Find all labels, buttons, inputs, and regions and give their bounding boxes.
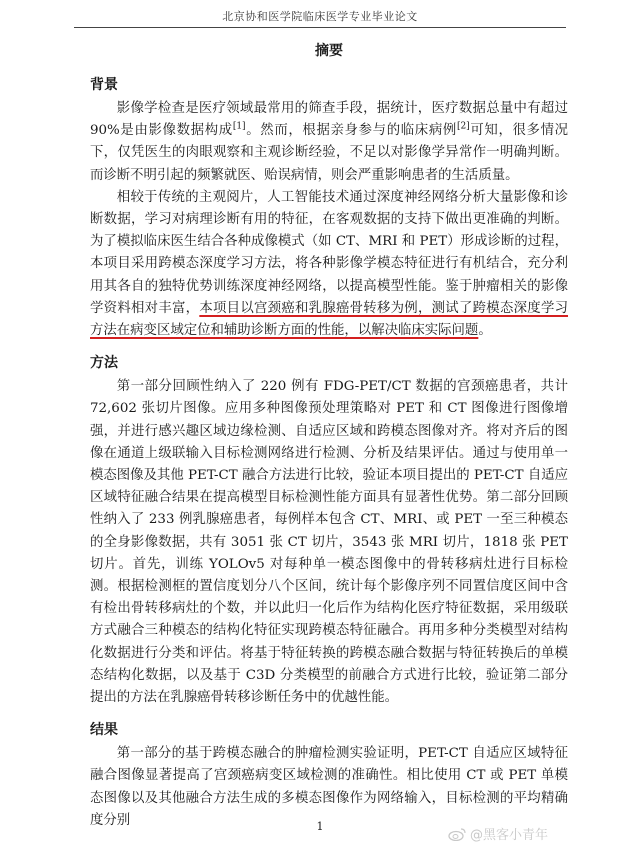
citation-ref-1[interactable]: [1] [232, 121, 246, 132]
background-heading: 背景 [90, 77, 118, 93]
results-heading: 结果 [90, 722, 118, 739]
background-p2-text: 相较于传统的主观阅片，人工智能技术通过深度神经网络分析大量影像和诊断数据，学习对病理诊断有用的特征，在客观数据的支持下做出更准确的判断。为了模拟临床医生结合各种成像模式（如 CT、MRI 和 PET）形成诊断的过程，本项目采用跨模态深度学习方法，将各种影像学模态特征进行有机结合，充分利用其各自的独特优势训练深度神经网络，以提高模型性能。鉴于肿瘤相关的影像学资料相对丰富， [90, 189, 568, 316]
page-number: 1 [316, 820, 324, 833]
header-divider [74, 27, 566, 28]
background-paragraph-1 [90, 98, 568, 187]
background-p2-end: 。 [478, 323, 492, 339]
citation-ref-2[interactable]: [2] [456, 121, 470, 132]
page-content [90, 40, 568, 832]
running-header: 北京协和医学院临床医学专业毕业论文 [222, 10, 418, 23]
results-paragraph: 第一部分的基于跨模态融合的肿瘤检测实验证明，PET-CT 自适应区域特征融合图像显著提高了宫颈癌病变区域检测的准确性。相比使用 CT 或 PET 单模态图像以及其他融合方法生成的多模态图像作为网络输入，目标检测的平均精确度分别 [90, 746, 568, 828]
abstract-title: 摘要 [315, 43, 343, 59]
background-p1-text-b: 。然而，根据亲身参与的临床病例 [245, 123, 457, 139]
background-paragraph-2 [90, 187, 568, 342]
watermark [448, 824, 548, 843]
background-p1-text-a: 影像学检查是医疗领域最常用的筛查手段，据统计，医疗数据总量中有超过90%是由影像数据构成 [90, 101, 568, 139]
background-p1-text-c: 可知，很多情况下，仅凭医生的肉眼观察和主观诊断经验，不足以对影像学异常作一明确判断。而诊断不明引起的频繁就医、贻误病情，则会严重影响患者的生活质量。 [90, 123, 569, 183]
methods-paragraph: 第一部分回顾性纳入了 220 例有 FDG-PET/CT 数据的宫颈癌患者，共计 72,602 张切片图像。应用多种图像预处理策略对 PET 和 CT 图像进行图像增强，并进行感兴趣区域边缘检测、自适应区域和跨模态图像对齐。将对齐后的图像在通道上级联输入目标检测网络进行检测、分析及结果评估。通过与使用单一模态图像及其他 PET-CT 融合方法进行比较，验证本项目提出的 PET-CT 自适应区域特征融合结果在提高模型目标检测性能方面具有显著性优势。第二部分回顾性纳入了 233 例乳腺癌患者，每例样本包含 CT、MRI、或 PET 一至三种模态的全身影像数据，共有 3051 张 CT 切片，3543 张 MRI 切片，1818 张 PET 切片。首先，训练 YOLOv5 对每种单一模态图像中的骨转移病灶进行目标检测。根据检测框的置信度划分八个区间，统计每个影像序列不同置信度区间中含有检出骨转移病灶的个数，并以此归一化后作为结构化医疗特征数据，采用级联方式融合三种模态的结构化特征实现跨模态特征融合。再用多种分类模型对结构化数据进行分类和评估。将基于特征转换的跨模态融合数据与特征转换后的单模态结构化数据，以及基于 C3D 分类模型的前融合方式进行比较，验证第二部分提出的方法在乳腺癌骨转移诊断任务中的优越性能。 [90, 379, 568, 706]
highlighted-objective-sentence: 本项目以宫颈癌和乳腺癌骨转移为例，测试了跨模态深度学习方法在病变区域定位和辅助诊断方面的性能，以解决临床实际问题 [90, 300, 569, 339]
methods-heading: 方法 [90, 355, 118, 372]
watermark-text: @黑客小青年 [469, 828, 548, 843]
weibo-logo-icon [448, 827, 466, 841]
